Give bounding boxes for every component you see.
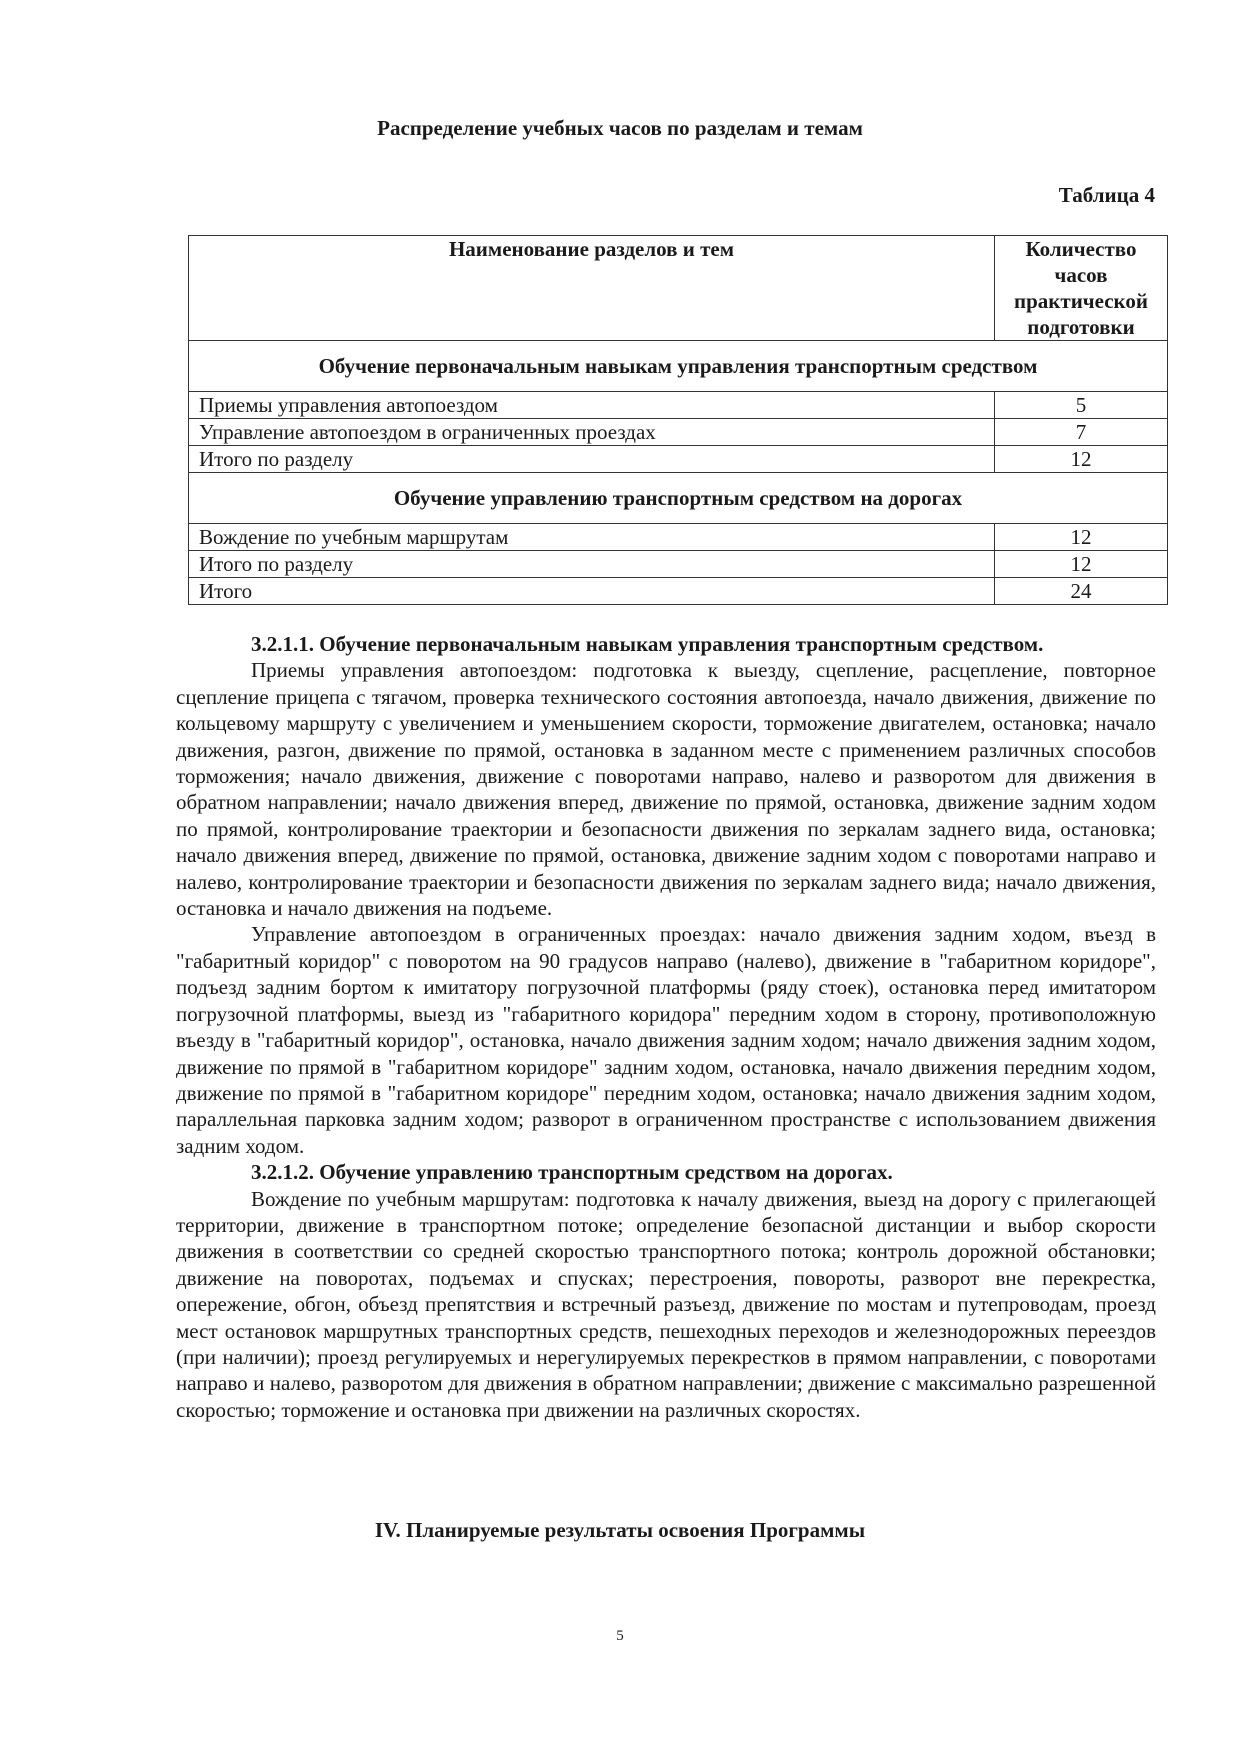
- row-name: Итого по разделу: [189, 551, 995, 578]
- row-hours: 12: [995, 524, 1168, 551]
- table-row: [189, 419, 1168, 446]
- page-title: Распределение учебных часов по разделам и темам: [377, 116, 863, 140]
- paragraph: Приемы управления автопоездом: подготовка к выезду, сцепление, расцепление, повторное сцепление прицепа с тягачом, проверка технического состояния автопоезда, начало движения, движение по кольцевому маршруту с увеличением и уменьшением скорости, торможение двигателем, остановка; начало движения, разгон, движение по прямой, остановка в заданном месте с применением различных способов торможения; начало движения, движение с поворотами направо, налево и разворотом для движения в обратном направлении; начало движения вперед, движение по прямой, остановка, движение задним ходом по прямой, контролирование траектории и безопасности движения по зеркалам заднего вида, остановка; начало движения вперед, движение по прямой, остановка, движение задним ходом с поворотами направо и налево, контролирование траектории и безопасности движения по зеркалам заднего вида; начало движения, остановка и начало движения на подъеме.: [176, 658, 1156, 921]
- table-row: [189, 392, 1168, 419]
- table-row: [189, 551, 1168, 578]
- row-hours: 12: [995, 551, 1168, 578]
- section-4-heading: IV. Планируемые результаты освоения Программы: [374, 1518, 866, 1542]
- row-name: Управление автопоездом в ограниченных проездах: [189, 419, 995, 446]
- paragraph: Управление автопоездом в ограниченных проездах: начало движения задним ходом, въезд в "габаритный коридор" с поворотом на 90 градусов направо (налево), движение в "габаритном коридоре", подъезд задним бортом к имитатору погрузочной платформы (ряду стоек), остановка перед имитатором погрузочной платформы, выезд из "габаритного коридора" передним ходом в сторону, противоположную въезду в "габаритный коридор", остановка, начало движения задним ходом; начало движения задним ходом, движение по прямой в "габаритном коридоре" задним ходом, остановка, начало движения передним ходом, движение по прямой в "габаритном коридоре" передним ходом, остановка; начало движения задним ходом, параллельная парковка задним ходом; разворот в ограниченном пространстве с использованием движения задним ходом.: [176, 922, 1156, 1158]
- section-heading-3-2-1-1: 3.2.1.1. Обучение первоначальным навыкам управления транспортным средством.: [251, 632, 1044, 656]
- section-row: [189, 473, 1168, 524]
- row-name: Приемы управления автопоездом: [189, 392, 995, 419]
- table-row: [189, 524, 1168, 551]
- section-title: Обучение первоначальным навыкам управления транспортным средством: [189, 341, 1168, 392]
- section-heading-3-2-1-2: 3.2.1.2. Обучение управлению транспортным средством на дорогах.: [251, 1160, 893, 1185]
- table-row: [189, 446, 1168, 473]
- row-hours: 5: [995, 392, 1168, 419]
- row-name: Итого по разделу: [189, 446, 995, 473]
- section-title: Обучение управлению транспортным средством на дорогах: [189, 473, 1168, 524]
- body-text: [176, 631, 1156, 1423]
- page-number: 5: [616, 1628, 624, 1644]
- paragraph: Вождение по учебным маршрутам: подготовка к началу движения, выезд на дорогу с прилегающей территории, движение в транспортном потоке; определение безопасной дистанции и выбор скорости движения в соответствии со средней скоростью транспортного потока; контроль дорожной обстановки; движение на поворотах, подъемах и спусках; перестроения, повороты, разворот вне перекрестка, опережение, обгон, объезд препятствия и встречный разъезд, движение по мостам и путепроводам, проезд мест остановок маршрутных транспортных средств, пешеходных переходов и железнодорожных переездов (при наличии); проезд регулируемых и нерегулируемых перекрестков в прямом направлении, с поворотами направо и налево, разворотом для движения в обратном направлении; движение с максимально разрешенной скоростью; торможение и остановка при движении на различных скоростях.: [176, 1186, 1156, 1422]
- row-hours: 24: [995, 578, 1168, 605]
- row-name: Вождение по учебным маршрутам: [189, 524, 995, 551]
- header-name: Наименование разделов и тем: [189, 236, 995, 341]
- table-label: Таблица 4: [1058, 183, 1155, 207]
- table-header-row: [189, 236, 1168, 341]
- header-hours: Количество часов практической подготовки: [995, 236, 1168, 341]
- row-hours: 7: [995, 419, 1168, 446]
- table-row: [189, 578, 1168, 605]
- hours-table: [188, 235, 1168, 605]
- row-hours: 12: [995, 446, 1168, 473]
- section-row: [189, 341, 1168, 392]
- row-name: Итого: [189, 578, 995, 605]
